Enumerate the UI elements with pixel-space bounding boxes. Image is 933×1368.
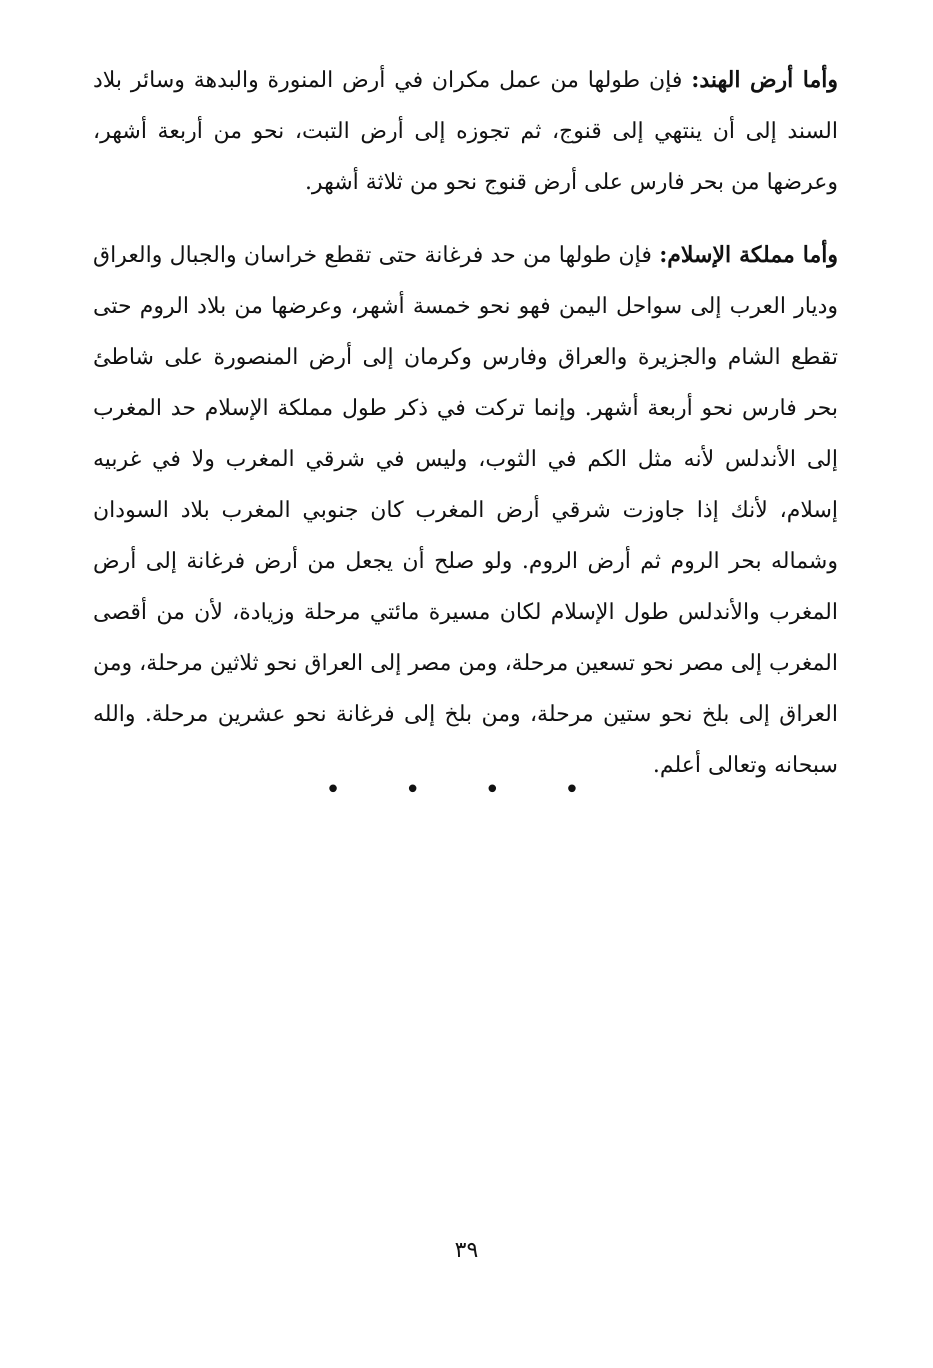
section-separator: • • • •: [325, 775, 608, 805]
paragraph-india: [93, 55, 838, 208]
paragraph-heading: وأما أرض الهند:: [691, 67, 839, 93]
paragraph-heading: وأما مملكة الإسلام:: [659, 242, 839, 268]
paragraph-islamic-realm: [93, 230, 838, 791]
page-number: ٣٩: [454, 1238, 479, 1263]
paragraph-body: فإن طولها من حد فرغانة حتى تقطع خراسان والجبال والعراق وديار العرب إلى سواحل اليمن فهو نحو خمسة أشهر، وعرضها من بلاد الروم حتى تقطع الشام والجزيرة والعراق وفارس وكرمان إلى أرض المنصورة على شاطئ بحر فارس نحو أربعة أشهر. وإنما تركت في ذكر طول مملكة الإسلام حد المغرب إلى الأندلس لأنه مثل الكم في الثوب، وليس في شرقي المغرب ولا في غربيه إسلام، لأنك إذا جاوزت شرقي أرض المغرب كان جنوبي المغرب بلاد السودان وشماله بحر الروم ثم أرض الروم. ولو صلح أن يجعل من أرض فرغانة إلى أرض المغرب والأندلس طول الإسلام لكان مسيرة مائتي مرحلة وزيادة، لأن من أقصى المغرب إلى مصر نحو تسعين مرحلة، ومن مصر إلى العراق نحو ثلاثين مرحلة، ومن العراق إلى بلخ نحو ستين مرحلة، ومن بلخ إلى فرغانة نحو عشرين مرحلة. والله سبحانه وتعالى أعلم.: [93, 243, 838, 778]
paragraph-body: فإن طولها من عمل مكران في أرض المنورة والبدهة وسائر بلاد السند إلى أن ينتهي إلى قنوج، ثم تجوزه إلى أرض التبت، نحو من أربعة أشهر، وعرضها من بحر فارس على أرض قنوج نحو من ثلاثة أشهر.: [93, 68, 838, 195]
